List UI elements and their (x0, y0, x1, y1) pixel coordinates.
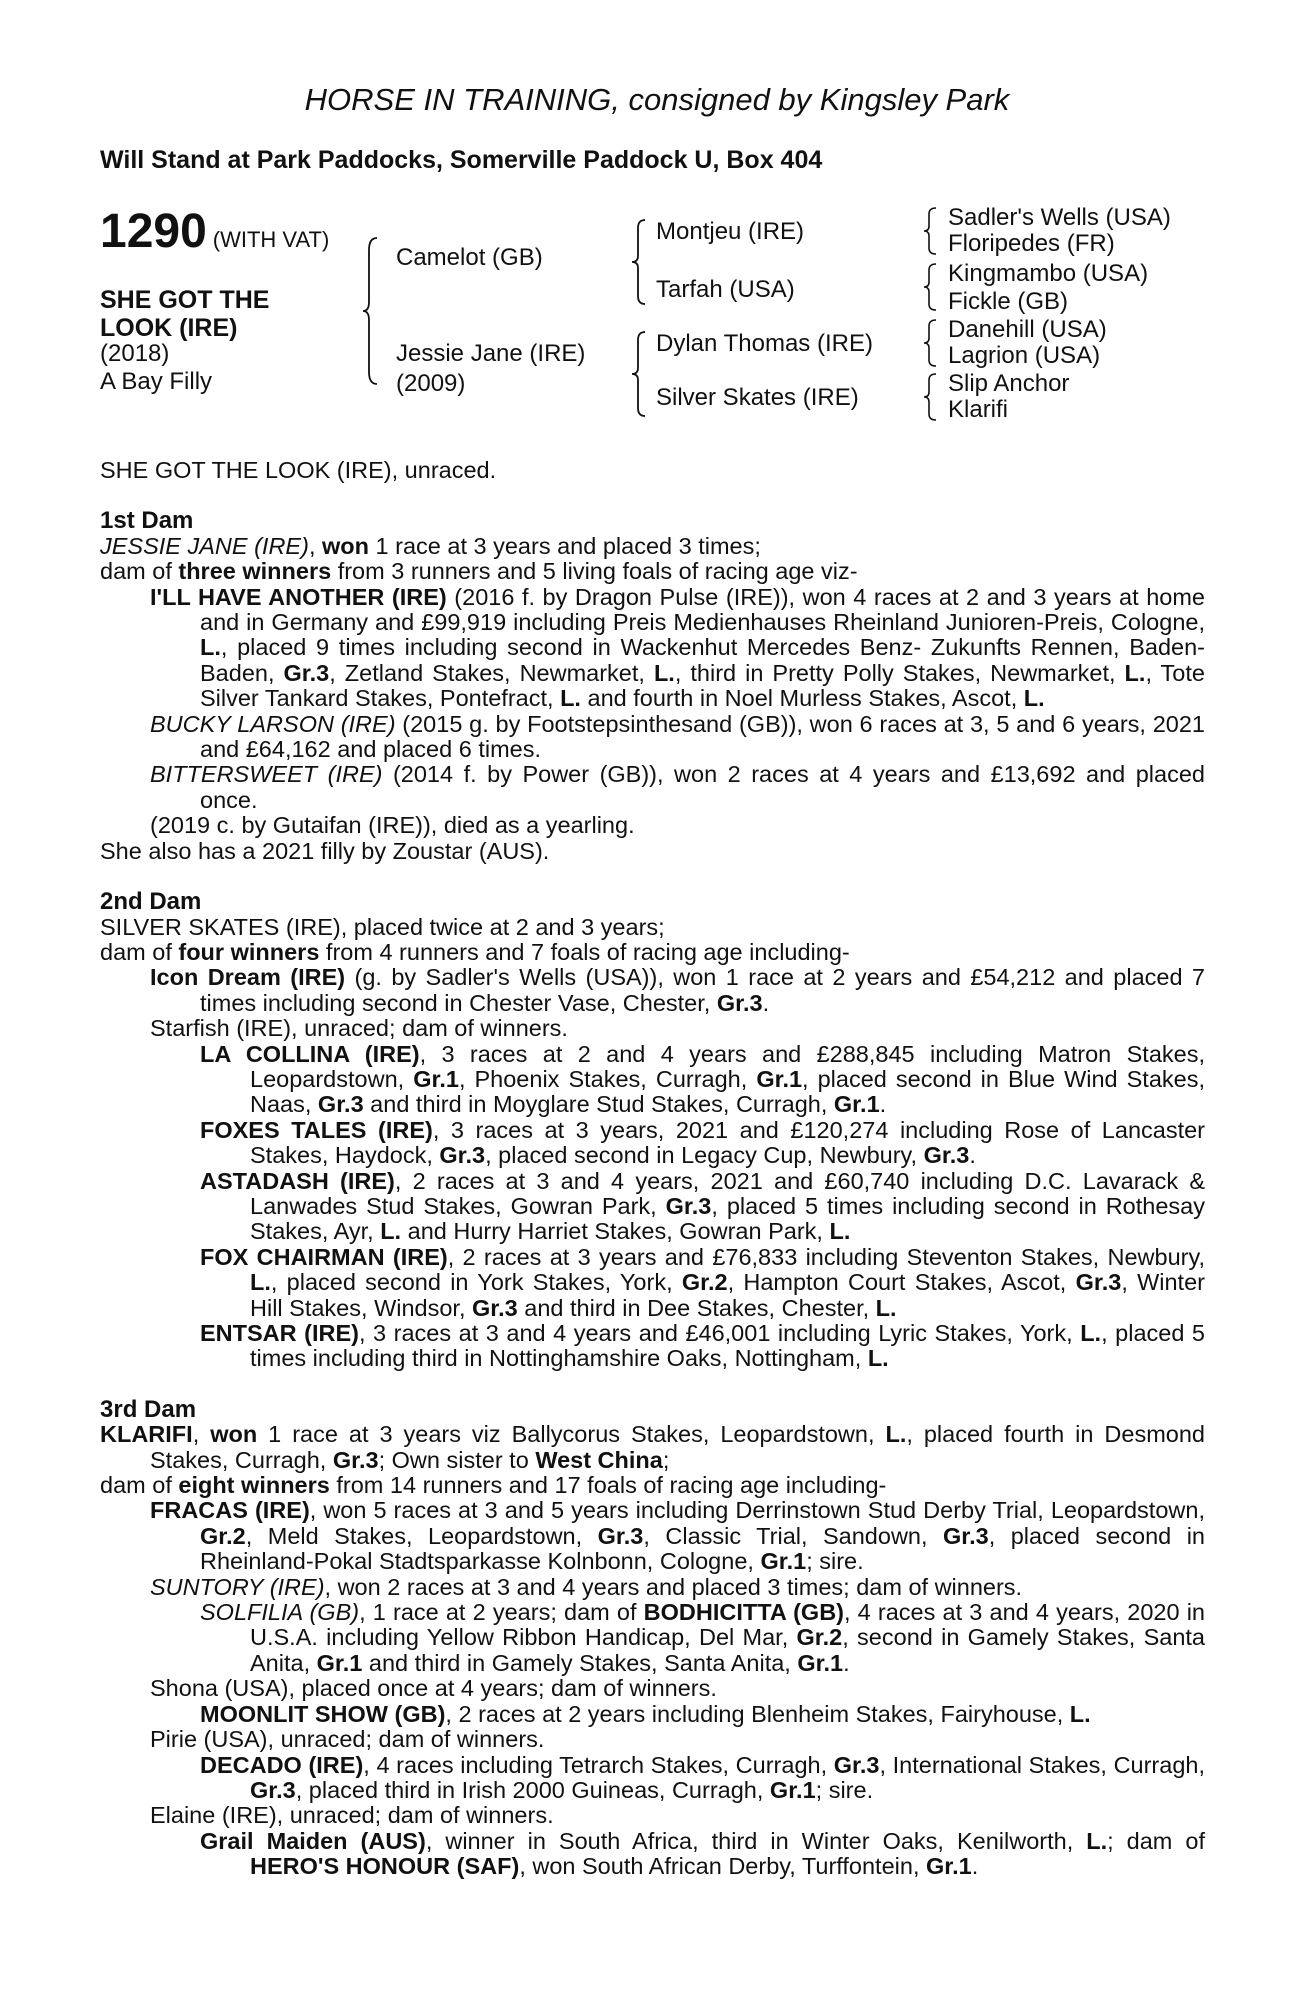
vat-label: (WITH VAT) (212, 227, 330, 252)
produce-entry: Starfish (IRE), unraced; dam of winners. (150, 1015, 568, 1042)
pedigree-sire-sire: Montjeu (IRE) (656, 218, 805, 245)
first-dam-name: JESSIE JANE (IRE) (100, 532, 309, 559)
produce-entry: BUCKY LARSON (IRE) (2015 g. by Footstepsinthesand (GB)), won 6 races at 3, 5 and 6 years, 2021 and £64,162 and placed 6 times. (150, 710, 1205, 763)
grand-produce-entry: MOONLIT SHOW (GB), 2 races at 2 years including Blenheim Stakes, Fairyhouse, L. (200, 1700, 1091, 1727)
first-dam-line: JESSIE JANE (IRE), won 1 race at 3 years and placed 3 times; (100, 532, 761, 559)
pedigree-dam-sire: Dylan Thomas (IRE) (656, 330, 873, 357)
pedigree-g8: Klarifi (948, 396, 1009, 423)
pedigree-g5: Danehill (USA) (948, 316, 1107, 343)
horse-name (100, 286, 330, 342)
pedigree-brace-g2 (922, 262, 938, 312)
horse-description: A Bay Filly (100, 368, 213, 395)
pedigree-g2: Floripedes (FR) (948, 230, 1115, 257)
grand-produce-entry: FOX CHAIRMAN (IRE), 2 races at 3 years and £76,833 including Steventon Stakes, Newbury, L., placed second in York Stakes, York, Gr.2, Hampton Court Stakes, Ascot, Gr.3, Winter Hill Stakes, Windsor, Gr.3 and third in Dee Stakes, Chester, L. (200, 1243, 1205, 1321)
pedigree-g7: Slip Anchor (948, 370, 1070, 397)
produce-entry: I'LL HAVE ANOTHER (IRE) (2016 f. by Dragon Pulse (IRE)), won 4 races at 2 and 3 years at home and in Germany and £99,919 including Preis Medienhauses Rheinland Junioren-Preis, Cologne, L., placed 9 times including second in Wackenhut Mercedes Benz- Zukunfts Rennen, Baden-Baden, Gr.3, Zetland Stakes, Newmarket, L., third in Pretty Polly Stakes, Newmarket, L., Tote Silver Tankard Stakes, Pontefract, L. and fourth in Noel Murless Stakes, Ascot, L. (150, 583, 1205, 712)
also-note: She also has a 2021 filly by Zoustar (AUS). (100, 837, 550, 864)
first-dam-produce-summary: dam of three winners from 3 runners and 5 living foals of racing age viz- (100, 558, 858, 585)
grand-produce-entry: Grail Maiden (AUS), winner in South Africa, third in Winter Oaks, Kenilworth, L.; dam of HERO'S HONOUR (SAF), won South African Derby, Turffontein, Gr.1. (200, 1827, 1205, 1880)
pedigree-brace-g3 (922, 318, 938, 368)
lot-number-value: 1290 (100, 205, 207, 258)
pedigree-brace-g1 (922, 206, 938, 256)
pedigree-g3: Kingmambo (USA) (948, 260, 1149, 287)
third-dam-line: KLARIFI, won 1 race at 3 years viz Ballycorus Stakes, Leopardstown, L., placed fourth in Desmond Stakes, Curragh, Gr.3; Own sister to West China; (100, 1421, 1205, 1473)
section-heading-third-dam: 3rd Dam (100, 1395, 197, 1423)
second-dam-produce-summary: dam of four winners from 4 runners and 7 foals of racing age including- (100, 938, 850, 965)
page-title: HORSE IN TRAINING, consigned by Kingsley Park (304, 82, 1010, 117)
grand-produce-entry: SOLFILIA (GB), 1 race at 2 years; dam of BODHICITTA (GB), 4 races at 3 and 4 years, 2020 in U.S.A. including Yellow Ribbon Handicap, Del Mar, Gr.2, second in Gamely Stakes, Santa Anita, Gr.1 and third in Gamely Stakes, Santa Anita, Gr.1. (200, 1599, 1205, 1676)
pedigree-g4: Fickle (GB) (948, 288, 1068, 315)
produce-entry: Elaine (IRE), unraced; dam of winners. (150, 1802, 554, 1829)
second-dam-line: SILVER SKATES (IRE), placed twice at 2 and 3 years; (100, 913, 665, 940)
horse-year: (2018) (100, 340, 170, 367)
grand-produce-entry: LA COLLINA (IRE), 3 races at 2 and 4 years and £288,845 including Matron Stakes, Leopardstown, Gr.1, Phoenix Stakes, Curragh, Gr.1, placed second in Blue Wind Stakes, Naas, Gr.3 and third in Moyglare Stud Stakes, Curragh, Gr.1. (200, 1040, 1206, 1118)
pedigree-dam-dam: Silver Skates (IRE) (656, 384, 859, 411)
grand-produce-entry: ASTADASH (IRE), 2 races at 3 and 4 years, 2021 and £60,740 including D.C. Lavarack & Lanwades Stud Stakes, Gowran Park, Gr.3, placed 5 times including second in Rothesay Stakes, Ayr, L. and Hurry Harriet Stakes, Gowran Park, L. (200, 1167, 1206, 1245)
produce-entry: (2019 c. by Gutaifan (IRE)), died as a yearling. (150, 812, 635, 839)
pedigree-sire-dam: Tarfah (USA) (656, 276, 795, 303)
pedigree-brace-dam (630, 330, 648, 418)
grand-produce-entry: DECADO (IRE), 4 races including Tetrarch Stakes, Curragh, Gr.3, International Stakes, Curragh, Gr.3, placed third in Irish 2000 Guineas, Curragh, Gr.1; sire. (200, 1751, 1206, 1803)
pedigree-dam-year: (2009) (396, 370, 466, 397)
pedigree-brace-sire (630, 218, 648, 306)
pedigree-brace-g4 (922, 372, 938, 422)
horse-name-line2: LOOK (IRE) (100, 314, 238, 342)
grand-produce-entry: FOXES TALES (IRE), 3 races at 3 years, 2021 and £120,274 including Rose of Lancaster Stakes, Haydock, Gr.3, placed second in Legacy Cup, Newbury, Gr.3. (200, 1116, 1206, 1169)
pedigree-g6: Lagrion (USA) (948, 342, 1101, 369)
produce-entry: BITTERSWEET (IRE) (2014 f. by Power (GB)), won 2 races at 4 years and £13,692 and placed once. (150, 761, 1205, 813)
produce-entry: FRACAS (IRE), won 5 races at 3 and 5 years including Derrinstown Stud Derby Trial, Leopardstown, Gr.2, Meld Stakes, Leopardstown, Gr.3, Classic Trial, Sandown, Gr.3, placed second in Rheinland-Pokal Stadtsparkasse Kolnbonn, Cologne, Gr.1; sire. (150, 1497, 1205, 1575)
produce-entry: SUNTORY (IRE), won 2 races at 3 and 4 years and placed 3 times; dam of winners. (150, 1573, 1023, 1600)
pedigree-sire: Camelot (GB) (396, 244, 543, 271)
section-heading-first-dam: 1st Dam (100, 507, 194, 535)
produce-entry: Shona (USA), placed once at 4 years; dam of winners. (150, 1675, 717, 1702)
produce-entry: Icon Dream (IRE) (g. by Sadler's Wells (USA)), won 1 race at 2 years and £54,212 and placed 7 times including second in Chester Vase, Chester, Gr.3. (150, 964, 1205, 1016)
section-heading-second-dam: 2nd Dam (100, 888, 202, 916)
catalogue-body (100, 458, 1205, 1880)
horse-name-line1: SHE GOT THE (100, 286, 270, 314)
intro-line: SHE GOT THE LOOK (IRE), unraced. (100, 457, 497, 483)
lot-number (100, 204, 329, 259)
pedigree-g1: Sadler's Wells (USA) (948, 204, 1171, 231)
produce-entry: Pirie (USA), unraced; dam of winners. (150, 1726, 545, 1753)
third-dam-produce-summary: dam of eight winners from 14 runners and 17 foals of racing age including- (100, 1472, 887, 1499)
stand-location: Will Stand at Park Paddocks, Somerville Paddock U, Box 404 (100, 146, 823, 174)
grand-produce-entry: ENTSAR (IRE), 3 races at 3 and 4 years and £46,001 including Lyric Stakes, York, L., placed 5 times including third in Nottinghamshire Oaks, Nottingham, L. (200, 1320, 1206, 1372)
pedigree-brace-main (360, 236, 380, 386)
pedigree-dam: Jessie Jane (IRE) (396, 340, 586, 367)
